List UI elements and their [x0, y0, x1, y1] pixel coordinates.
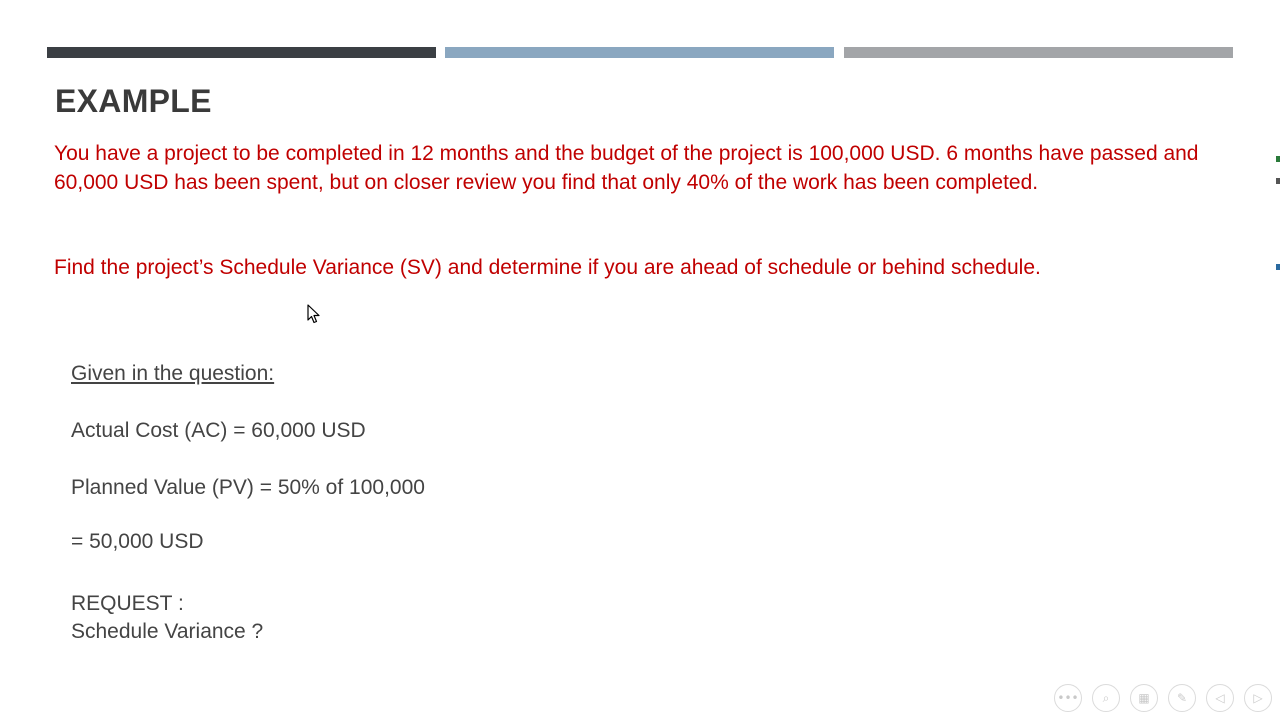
header-bar-gray: [844, 47, 1233, 58]
request-label: REQUEST :: [71, 592, 184, 615]
header-bar-dark: [47, 47, 436, 58]
edge-marker: [1276, 178, 1280, 184]
slides-view-icon[interactable]: ▦: [1130, 684, 1158, 712]
pen-icon[interactable]: ✎: [1168, 684, 1196, 712]
planned-value-result-line: = 50,000 USD: [71, 530, 204, 553]
next-icon[interactable]: ▷: [1244, 684, 1272, 712]
previous-icon[interactable]: ◁: [1206, 684, 1234, 712]
request-item: Schedule Variance ?: [71, 620, 264, 643]
slide-title: EXAMPLE: [55, 83, 212, 119]
given-label: Given in the question:: [71, 362, 275, 385]
pointer-options-icon[interactable]: •••: [1054, 684, 1082, 712]
edge-marker: [1276, 156, 1280, 162]
planned-value-line: Planned Value (PV) = 50% of 100,000: [71, 476, 425, 499]
header-bar-blue: [445, 47, 834, 58]
edge-marker: [1276, 264, 1280, 270]
header-bars: [47, 47, 1233, 58]
problem-statement: You have a project to be completed in 12 months and the budget of the project is 100,000 USD. 6 months have passed and 60,000 USD has been spent, but on closer review you find that only 40% of the work has been completed.: [54, 142, 1199, 194]
zoom-icon[interactable]: ⌕: [1092, 684, 1120, 712]
mouse-cursor-icon: [307, 304, 321, 324]
slideshow-controls: [1054, 684, 1272, 712]
actual-cost-line: Actual Cost (AC) = 60,000 USD: [71, 419, 366, 442]
question-statement: Find the project’s Schedule Variance (SV) and determine if you are ahead of schedule or behind schedule.: [54, 256, 1041, 279]
